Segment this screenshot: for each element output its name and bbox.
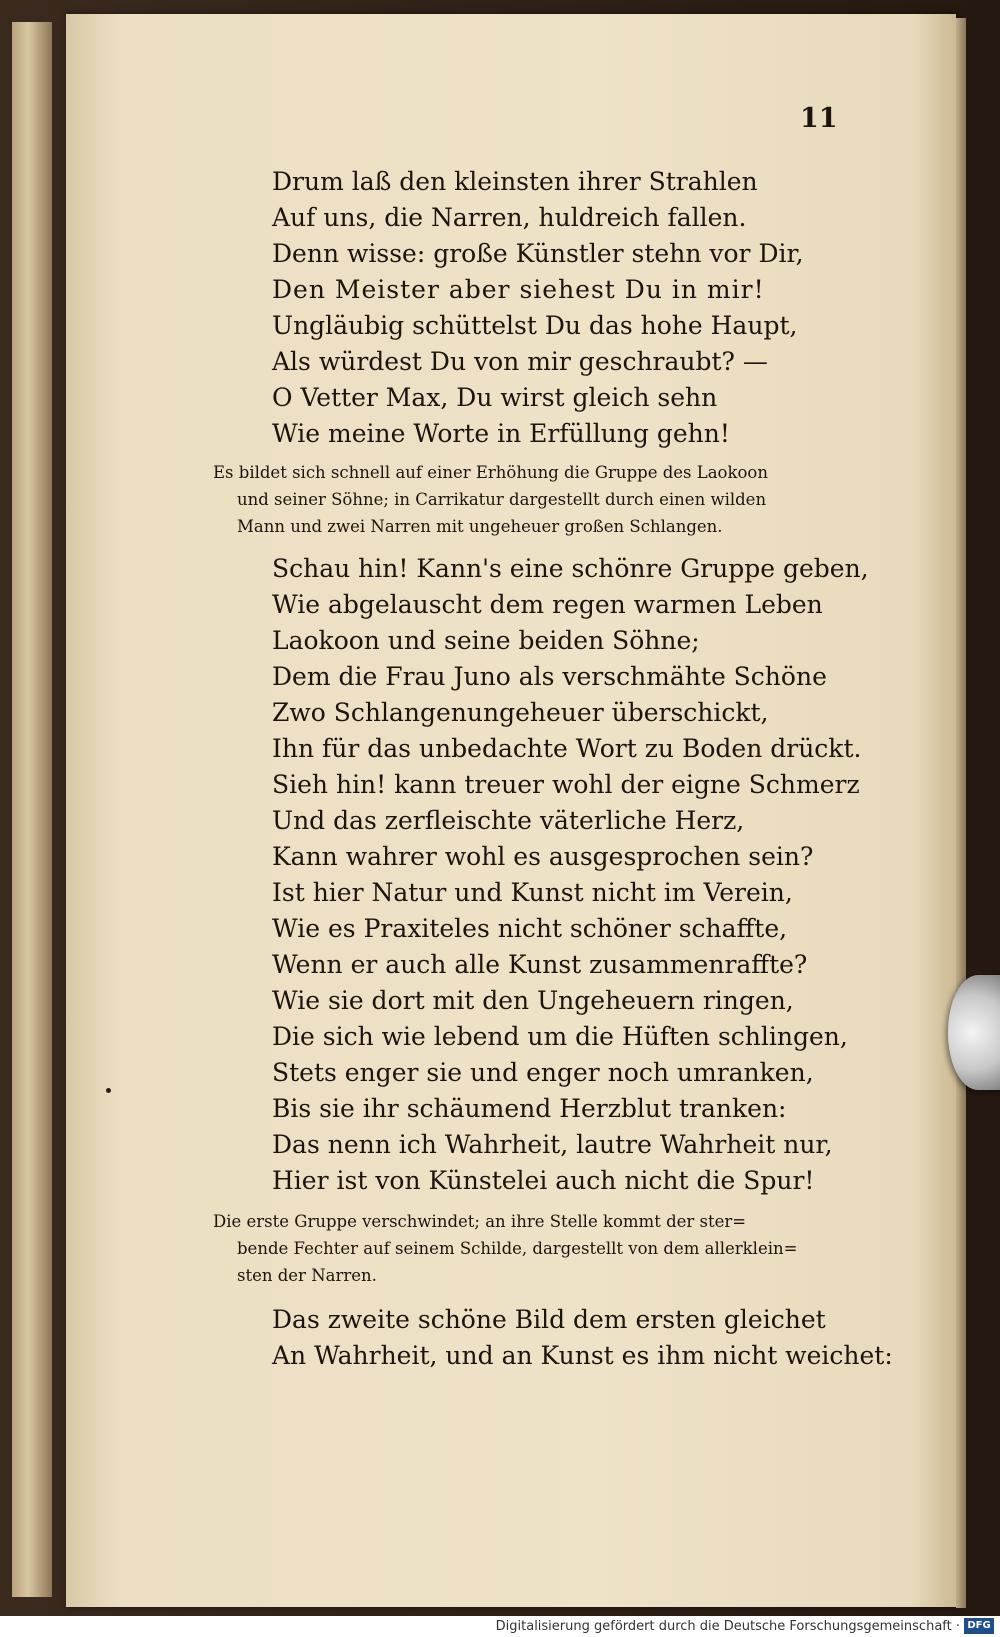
footer-credit: Digitalisierung gefördert durch die Deutsche Forschungsgemeinschaft · [495,1619,960,1634]
page-stack-edge [956,18,966,1608]
direction-line: Es bildet sich schnell auf einer Erhöhung die Gruppe des Laokoon [213,463,768,482]
verse-line: Ist hier Natur und Kunst nicht im Verein, [272,878,793,907]
verse-line: Wenn er auch alle Kunst zusammenraffte? [272,950,808,979]
verse-line: Wie meine Worte in Erfüllung gehn! [272,419,730,448]
verse-line: Bis sie ihr schäumend Herzblut tranken: [272,1094,787,1123]
verse-line: Dem die Frau Juno als verschmähte Schöne [272,662,827,691]
verse-line: Das nenn ich Wahrheit, lautre Wahrheit nur, [272,1130,833,1159]
stage-direction-2 [213,1208,797,1289]
direction-line: sten der Narren. [237,1266,377,1285]
verse-line: O Vetter Max, Du wirst gleich sehn [272,383,718,412]
verse-line: Drum laß den kleinsten ihrer Strahlen [272,167,758,196]
verse-line: Die sich wie lebend um die Hüften schlingen, [272,1022,848,1051]
verse-line: An Wahrheit, und an Kunst es ihm nicht weichet: [272,1341,893,1370]
previous-page-edge [12,22,52,1597]
verse-line: Hier ist von Künstelei auch nicht die Spur! [272,1166,815,1195]
verse-line: Stets enger sie und enger noch umranken, [272,1058,814,1087]
stage-direction-1 [213,459,768,540]
verse-line: Ungläubig schüttelst Du das hohe Haupt, [272,311,798,340]
verse-line: Sieh hin! kann treuer wohl der eigne Schmerz [272,770,860,799]
verse-line: Kann wahrer wohl es ausgesprochen sein? [272,842,814,871]
verse-line: Wie sie dort mit den Ungeheuern ringen, [272,986,794,1015]
verse-line: Zwo Schlangenungeheuer überschickt, [272,698,769,727]
dfg-logo: DFG [964,1618,994,1634]
digitization-footer [0,1616,1000,1637]
direction-line: bende Fechter auf seinem Schilde, dargestellt von dem allerklein= [237,1239,798,1258]
verse-line: Wie abgelauscht dem regen warmen Leben [272,590,823,619]
verse-line: Ihn für das unbedachte Wort zu Boden drückt. [272,734,862,763]
direction-line: Die erste Gruppe verschwindet; an ihre Stelle kommt der ster= [213,1212,747,1231]
verse-line: Als würdest Du von mir geschraubt? — [272,347,768,376]
verse-line: Und das zerfleischte väterliche Herz, [272,806,745,835]
verse-line: Den Meister aber siehest Du in mir! [272,275,765,304]
direction-line: und seiner Söhne; in Carrikatur dargestellt durch einen wilden [237,490,767,509]
page-number: 11 [800,103,838,134]
verse-line: Laokoon und seine beiden Söhne; [272,626,700,655]
verse-block-3 [272,1302,893,1374]
verse-line: Wie es Praxiteles nicht schöner schaffte, [272,914,788,943]
verse-line: Schau hin! Kann's eine schönre Gruppe geben, [272,554,869,583]
verse-line: Auf uns, die Narren, huldreich fallen. [272,203,747,232]
direction-line: Mann und zwei Narren mit ungeheuer großen Schlangen. [237,517,723,536]
verse-block-2 [272,551,869,1199]
page-clip [948,975,1000,1090]
verse-block-1 [272,164,804,452]
verse-line: Denn wisse: große Künstler stehn vor Dir, [272,239,804,268]
ink-speck [106,1088,111,1093]
verse-line: Das zweite schöne Bild dem ersten gleichet [272,1305,826,1334]
